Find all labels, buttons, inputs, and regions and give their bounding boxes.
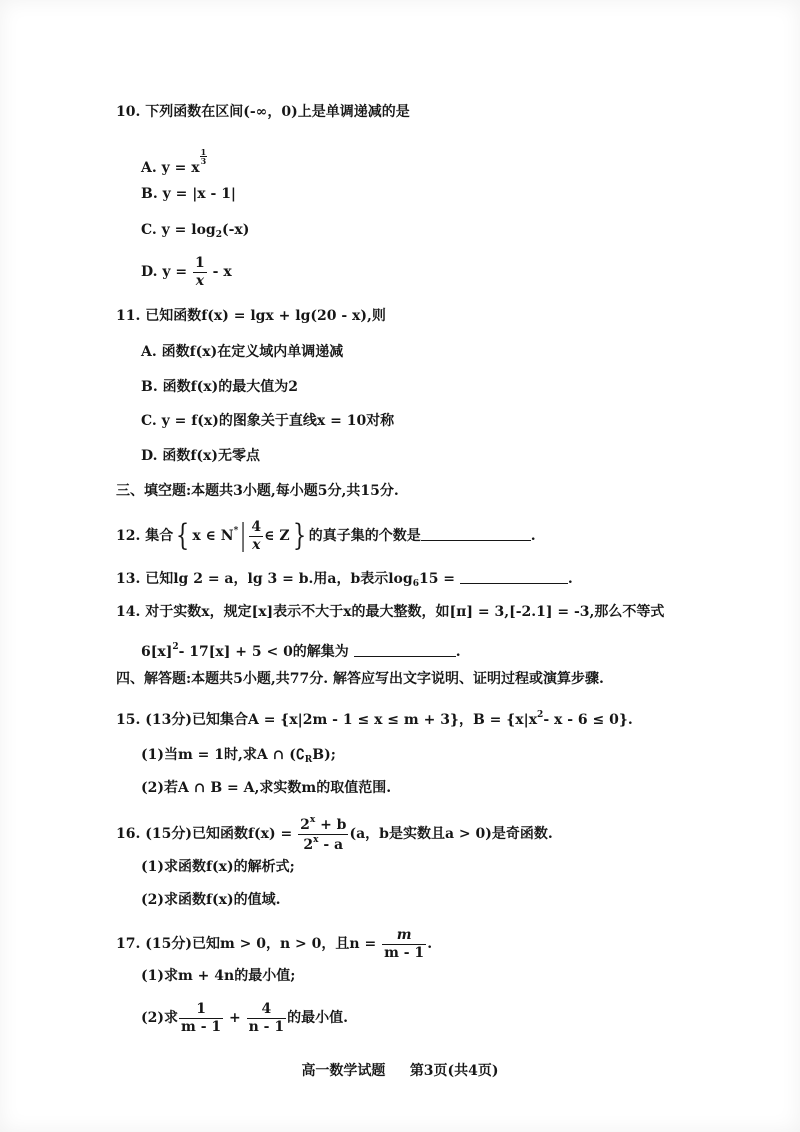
q12-set-element: x ∈ N <box>192 528 234 545</box>
q14-line2 <box>141 637 461 662</box>
q11-option-d: D. 函数f(x)无零点 <box>141 448 261 464</box>
q17-part1: (1)求m + 4n的最小值; <box>141 968 296 984</box>
q15-square: 2 <box>537 710 544 720</box>
q13-line <box>116 569 573 594</box>
q16-numerator <box>298 816 348 835</box>
q12-star: * <box>233 526 239 537</box>
q17-stem <box>116 928 432 960</box>
q14-tail: - 17[x] + 5 < 0的解集为 <box>178 644 349 660</box>
q12-frac-num: 4 <box>251 519 262 535</box>
q14-expr: 6[x] <box>141 644 173 660</box>
q17-fraction <box>382 928 426 960</box>
q11-stem: 11. 已知函数f(x) = lgx + lg(20 - x),则 <box>116 308 386 324</box>
q17-den: m - 1 <box>384 944 425 961</box>
q15-p1-tail: B); <box>312 747 336 763</box>
q16-den-exp: x <box>313 834 319 845</box>
q10-option-b: B. y = |x - 1| <box>141 186 237 202</box>
q17-p2-fraction-2 <box>247 1002 286 1034</box>
q10-a-exp-num: 1 <box>200 147 207 157</box>
q10-d-fraction <box>193 256 207 288</box>
q13-text: 13. 已知lg 2 = a，lg 3 = b.用a，b表示log <box>116 571 413 587</box>
q12-frac-den: x <box>252 536 261 553</box>
q13-tail: 15 = <box>418 571 456 587</box>
q13-end: . <box>567 571 573 587</box>
q17-part2 <box>141 1002 348 1034</box>
q10-d-den: x <box>195 272 205 289</box>
q10-d-num: 1 <box>195 255 205 271</box>
q13-log-base: 6 <box>412 579 419 589</box>
q12-tail: 的真子集的个数是 <box>308 528 421 545</box>
q16-part1: (1)求函数f(x)的解析式; <box>141 859 295 875</box>
q17-p2-tail: 的最小值. <box>287 1010 348 1027</box>
q15-p1-text: (1)当m = 1时,求A ∩ (∁ <box>141 747 305 763</box>
q16-den-tail: - a <box>323 836 344 853</box>
q16-num-base: 2 <box>300 817 310 833</box>
q11-option-c: C. y = f(x)的图象关于直线x = 10对称 <box>141 413 395 429</box>
q17-end: . <box>427 936 433 953</box>
q10-a-exponent <box>200 148 208 165</box>
q16-part2: (2)求函数f(x)的值域. <box>141 892 281 908</box>
q10-d-tail: - x <box>212 264 232 281</box>
q11-option-b: B. 函数f(x)的最大值为2 <box>141 379 298 395</box>
q16-fraction <box>298 816 348 852</box>
q16-num-tail: + b <box>320 817 347 833</box>
q10-c-text: C. y = log <box>141 222 216 238</box>
q14-end: . <box>455 644 461 660</box>
q13-answer-blank[interactable] <box>460 571 568 584</box>
q17-p2-fraction-1 <box>179 1002 223 1034</box>
q17-num: m <box>382 928 426 945</box>
q10-option-a <box>141 148 207 178</box>
q14-answer-blank[interactable] <box>354 644 456 657</box>
q10-stem: 10. 下列函数在区间(-∞，0)上是单调递减的是 <box>116 104 410 120</box>
q12-bar: | <box>240 518 246 554</box>
q10-option-c <box>141 220 249 245</box>
q16-text: 16. (15分)已知函数f(x) = <box>116 826 293 843</box>
q17-p2-f2-den: n - 1 <box>248 1018 285 1035</box>
q12-text: 12. 集合 <box>116 528 174 545</box>
q12-end: . <box>530 528 536 545</box>
q12-line <box>116 520 536 552</box>
q10-a-exp-den: 3 <box>200 156 207 166</box>
q17-p2-text: (2)求 <box>141 1010 178 1027</box>
q10-option-d <box>141 256 232 288</box>
section-solution-heading: 四、解答题:本题共5小题,共77分. 解答应写出文字说明、证明过程或演算步骤. <box>116 671 604 687</box>
q12-fraction <box>249 520 263 552</box>
q10-a-text: A. y = x <box>141 160 200 176</box>
page-footer <box>0 1060 800 1080</box>
q15-part1 <box>141 745 336 770</box>
q12-set-condition: ∈ Z <box>264 528 290 545</box>
q15-tail: - x - 6 ≤ 0}. <box>543 712 633 728</box>
footer-subject: 高一数学试题 <box>301 1063 386 1079</box>
section-fill-in-heading: 三、填空题:本题共3小题,每小题5分,共15分. <box>116 483 399 499</box>
q16-tail: (a，b是实数且a > 0)是奇函数. <box>349 826 553 843</box>
q16-denominator <box>298 835 348 853</box>
q17-p2-f1-den: m - 1 <box>181 1018 222 1035</box>
q12-left-brace: { <box>176 518 190 554</box>
footer-page-number: 第3页(共4页) <box>409 1063 499 1079</box>
q17-p2-f2-num: 4 <box>247 1002 286 1019</box>
q10-c-log-base: 2 <box>215 230 222 240</box>
q15-text: 15. (13分)已知集合A = {x|2m - 1 ≤ x ≤ m + 3}，B = {x|x <box>116 712 538 728</box>
q15-part2: (2)若A ∩ B = A,求实数m的取值范围. <box>141 780 392 796</box>
q12-right-brace: } <box>292 518 306 554</box>
q14-square: 2 <box>172 642 179 652</box>
q17-p2-f1-num: 1 <box>179 1002 223 1019</box>
q11-option-a: A. 函数f(x)在定义域内单调递减 <box>141 344 344 360</box>
q15-stem <box>116 705 633 730</box>
q16-stem <box>116 816 553 852</box>
q14-line1: 14. 对于实数x，规定[x]表示不大于x的最大整数，如[π] = 3,[-2.1] = -3,那么不等式 <box>116 604 665 620</box>
q16-den-base: 2 <box>303 836 314 853</box>
q12-answer-blank[interactable] <box>421 528 531 541</box>
q10-d-text: D. y = <box>141 264 188 281</box>
q17-p2-plus: + <box>229 1010 241 1027</box>
q17-text: 17. (15分)已知m > 0，n > 0，且n = <box>116 936 377 953</box>
q15-p1-universe: R <box>304 755 313 765</box>
q10-c-arg: (-x) <box>221 222 250 238</box>
q16-num-exp: x <box>309 815 316 825</box>
